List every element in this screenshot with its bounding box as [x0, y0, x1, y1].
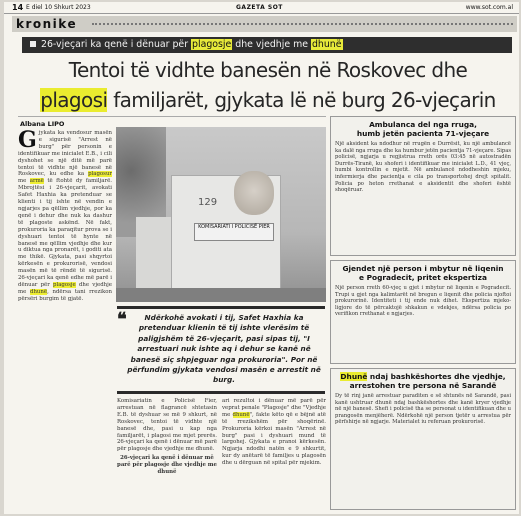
box-title-line-1	[335, 372, 511, 381]
box-title-line-1: Gjendet një person i mbytur në liqenin	[342, 264, 504, 273]
photo-portrait-inset	[234, 171, 274, 215]
pull-quote	[117, 306, 325, 394]
article-photo	[116, 127, 326, 302]
headline-line-1: Tentoi të vidhte banesën në Roskovec dhe	[68, 58, 468, 82]
box-title-line-1: Ambulanca del nga rruga,	[369, 120, 477, 129]
section-band	[12, 16, 517, 32]
issue-date: E diel 10 Shkurt 2023	[26, 4, 91, 11]
kicker-text: dhe vjedhje me	[232, 39, 311, 50]
publication-name: GAZETA SOT	[236, 4, 283, 11]
drop-cap: G	[18, 130, 37, 153]
photo-building-number: 129	[198, 197, 218, 208]
kicker-highlight: plagosje	[192, 39, 232, 50]
article-column-2	[117, 398, 217, 510]
box-text: Një aksident ka ndodhur në rrugën e Durrësit, ku një ambulancë ka dalë nga rruga dhe ka humbur jetën pacientja 71-vjeçare. Sipas policisë, ngjarja u regjistrua rreth orës 03:45 në autostradën Durrës-Tiranë, ku shoferi i identifikuar me inicialet L.D., 41 vjeç, humbi kontrollin e mjetit. Në ambulancë ndodheshin mjeku, infermierja dhe pacientja e cila po transportohej drejt spitalit. Policia po heton rrethanat e aksidentit dhe shoferi është shoqëruar.	[335, 141, 511, 194]
column-text: Komisariatin e Policisë Fier, arrestuan në flagrancë shtetasin E.B. të dyshuar se më 9 shkurt, në Roskovec, tentoi të vidhte një banesë dhe, pasi u kap nga familjarët, i plagosi me mjet prerës. 26-vjeçari ka qenë i dënuar më parë për plagosje dhe vjedhje me dhunë.	[117, 398, 217, 453]
box-title-line-2: e Pogradecit, pritet ekspertiza	[359, 273, 487, 282]
box-title-text: ndaj bashkëshortes dhe vjedhje,	[367, 372, 506, 381]
headline-highlight: plagosi	[40, 88, 108, 112]
article-headline	[18, 58, 518, 112]
box-text: Një person rreth 60-vjeç u gjet i mbytur në liqenin e Pogradecit. Trupi u gjet nga kalimtarët në bregun e liqenit dhe policia njoftoi prokurorinë. Identiteti i tij ende nuk dihet. Ekspertiza mjeko-ligjore do të përcaktojë shkakun e vdekjes, ndërsa policia po verifikon rrethanat e ngjarjes.	[335, 285, 511, 318]
byline: Albana LIPO	[20, 120, 65, 128]
kicker-text: 26-vjeçari ka qenë i dënuar për	[41, 39, 192, 50]
box-title-highlight: Dhunë	[340, 372, 368, 381]
column-text: ari rezultoi i dënuar më parë për veprat penale "Plagosje" dhe "Vjedhje me dhunë", fakte këto që e bëjnë atë të rrezikshëm për shoqërinë. Prokuroria kërkoi masën "Arrest në burg" pasi i dyshuari mund të largohej. Gjykata e pranoi kërkesën. Ngjarja ndodhi natën e 9 shkurtit, kur dy anëtarë të familjes u plagosën dhe u dërguan në spital për mjekim.	[222, 398, 326, 467]
photo-ground	[116, 288, 326, 302]
box-title-line-2: humb jetën pacienta 71-vjeçare	[356, 129, 490, 138]
section-divider	[92, 23, 513, 25]
news-box-pogradec	[330, 260, 516, 364]
page-number: 14	[12, 3, 24, 12]
photo-police-sign: KOMISARIATI I POLICISË PIER	[194, 223, 274, 241]
news-box-ambulance	[330, 116, 516, 256]
newspaper-page	[4, 2, 519, 514]
quote-mark-icon: ❝	[117, 309, 127, 330]
column-subhead: 26-vjeçari ka qenë i dënuar më parë për plagosje dhe vjedhje me dhunë	[117, 455, 217, 476]
bullet-square-icon	[30, 41, 36, 47]
headline-text: familjarët, gjykata lë në burg 26-vjeçarin	[107, 88, 496, 112]
article-kicker	[22, 37, 512, 53]
headline-line-2	[18, 88, 518, 112]
kicker-highlight: dhunë	[311, 39, 342, 50]
page-meta-bar	[4, 2, 519, 14]
column-text: jykata ka vendosur masën e sigurisë "Arrest në burg" për personin e identifikuar me inicialet E.B., i cili dyshohet se një ditë më parë tentoi të vidhte një banesë në Roskovec, ku edhe ka plagosur me armë të ftohtë dy familjarë. Mbrojtësi i 26-vjeçarit, avokati Safet Haxhia ka pretenduar se klienti i tij ishte në vendin e ngjarjes pa qëllim vjedhje, por ka qenë i dehur dhe nuk ka dashur të plagoste askënd. Në fakt, prokuroria ka paraqitur prova se i dyshuari tentoi të hynte në banesë me qëllim vjedhje dhe kur u diktua nga pronarët, i goditi ata me thikë. Gjykata, pasi shqyrtoi kërkesën e prokurorisë, vendosi masën më të rëndë të sigurisë. 26-vjeçari ka qenë edhe më parë i dënuar për plagosje dhe vjedhje me dhunë, ndërsa tani rrezikon përsëri burgim të gjatë.	[18, 130, 112, 302]
box-title-line-2: arrestohen tre persona në Sarandë	[349, 381, 497, 390]
byline-rule	[18, 116, 326, 117]
box-text: Dy të rinj janë arrestuar paraditen e së shtunës në Sarandë, pasi kanë ushtruar dhunë ndaj bashkëshortes dhe kanë kryer vjedhje në një banesë. Shefi i policisë tha se personat u identifikuan dhe u prangosën menjëherë. Ndërkohë një person tjetër u arrestua për përfshirje në ngjarje. Materialet iu referuan prokurorisë.	[335, 393, 511, 426]
article-column-1	[18, 130, 112, 508]
news-box-sarande	[330, 368, 516, 510]
section-title: kronike	[16, 17, 78, 31]
article-column-3	[222, 398, 326, 510]
publication-url: www.sot.com.al	[465, 4, 513, 11]
pull-quote-text: Ndërkohë avokati i tij, Safet Haxhia ka pretenduar klienin të tij ishte vlerësim të paligjshëm të 26-vjeçarit, pasi sipas tij, "I arrestuari nuk ishte aq i dehur se kanë në banesë siç shpjeguar nga prokuroria". Por në përfundim gjykata vendosi masën e arrestit në burg.	[127, 313, 321, 385]
